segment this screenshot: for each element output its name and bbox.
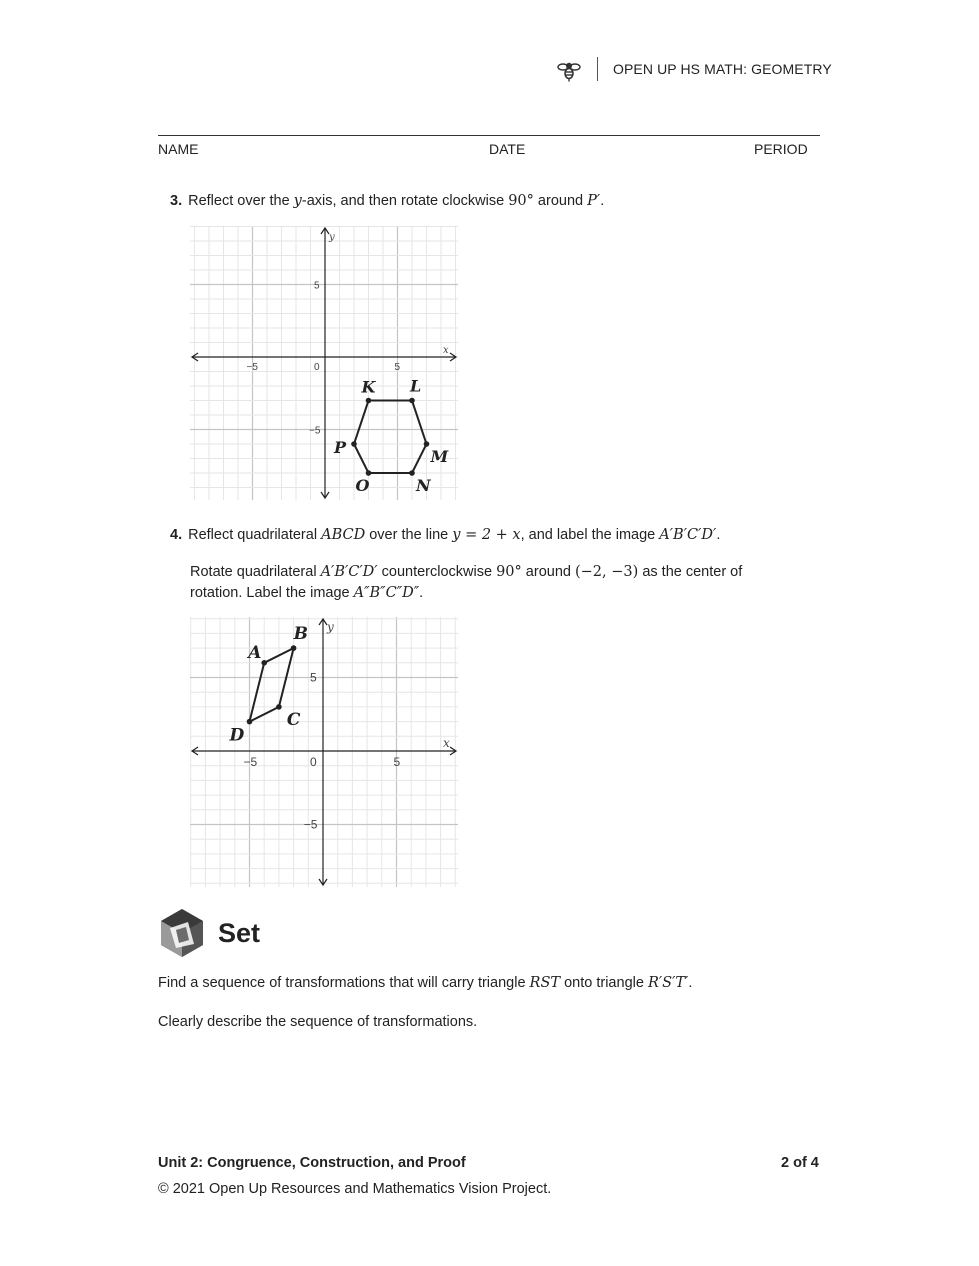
bee-logo-icon <box>556 57 582 83</box>
set-text: onto triangle <box>560 975 648 991</box>
q4-angle: 90° <box>496 564 522 580</box>
tick-label: 5 <box>393 755 401 769</box>
q3-text: -axis, and then rotate clockwise <box>301 193 509 209</box>
q3-text: around <box>533 193 588 209</box>
point-label-a: A <box>248 642 262 663</box>
set-text: Find a sequence of transformations that will carry triangle <box>158 975 530 991</box>
question-4 <box>170 525 720 546</box>
name-label: NAME <box>158 141 199 157</box>
name-rule <box>158 135 820 136</box>
vertex-l <box>409 398 415 404</box>
q4-shape: ABCD <box>321 527 366 543</box>
q3-point: P′ <box>587 193 601 209</box>
q3-text: . <box>600 193 605 209</box>
vertex-a <box>261 660 267 666</box>
point-label-p: P <box>334 438 347 457</box>
footer-unit: Unit 2: Congruence, Construction, and Proof <box>158 1155 466 1171</box>
vertex-d <box>247 719 253 725</box>
x-axis-label: x <box>443 345 449 356</box>
triangle-label: RST <box>529 975 561 991</box>
x-axis-label: x <box>443 736 450 750</box>
y-axis-label: y <box>329 232 335 243</box>
question-number: 3. <box>170 193 183 209</box>
q4-text: over the line <box>365 527 453 543</box>
q4-center: (−2, −3) <box>575 564 639 580</box>
footer-page-number: 2 of 4 <box>781 1155 819 1171</box>
point-label-d: D <box>229 725 245 746</box>
period-label: PERIOD <box>754 141 808 157</box>
tick-label: −5 <box>246 362 258 373</box>
vertex-k <box>366 398 372 404</box>
q3-angle: 90° <box>508 193 534 209</box>
q4-coordinate-grid <box>190 617 458 887</box>
point-label-o: O <box>355 476 370 495</box>
footer-copyright: © 2021 Open Up Resources and Mathematics Vision Project. <box>158 1181 552 1197</box>
set-instruction <box>158 975 692 991</box>
point-label-b: B <box>293 624 308 645</box>
q4-image-label: A″B″C″D″ <box>353 585 420 601</box>
tick-label: −5 <box>309 425 321 437</box>
hexagon-klmnop <box>354 401 427 474</box>
point-label-n: N <box>416 476 431 495</box>
question-3 <box>170 191 604 212</box>
vertex-n <box>409 470 415 476</box>
q3-coordinate-grid <box>190 226 458 500</box>
tick-label: 0 <box>310 755 317 769</box>
y-axis-label: y <box>327 620 334 634</box>
set-text: . <box>688 975 693 991</box>
point-label-l: L <box>410 376 422 396</box>
triangle-label: R′S′T′ <box>647 975 689 991</box>
vertex-p <box>351 441 357 447</box>
header-separator <box>597 57 598 81</box>
point-label-k: K <box>361 377 376 397</box>
q4-text: . <box>419 585 424 601</box>
tick-label: 5 <box>310 670 317 685</box>
point-label-m: M <box>430 447 449 466</box>
set-describe: Clearly describe the sequence of transformations. <box>158 1014 478 1030</box>
q4-text: , and label the image <box>520 527 660 543</box>
tick-label: −5 <box>303 817 318 832</box>
vertex-b <box>291 645 297 651</box>
q4-equation: y = 2 + x <box>452 527 521 543</box>
vertex-m <box>424 441 430 447</box>
tick-label: 5 <box>394 362 401 373</box>
q3-text: Reflect over the <box>188 193 294 209</box>
header-title: OPEN UP HS MATH: GEOMETRY <box>613 61 832 77</box>
q4-text: rotation. Label the image <box>190 585 354 601</box>
q4-text: counterclockwise <box>377 564 497 580</box>
tick-label: 0 <box>314 362 320 373</box>
q4-text: around <box>521 564 575 580</box>
q4-text: Rotate quadrilateral <box>190 564 321 580</box>
vertex-c <box>276 704 282 710</box>
q4-text: . <box>716 527 721 543</box>
q4-text: as the center of <box>638 564 743 580</box>
set-cube-icon <box>158 908 206 958</box>
set-title: Set <box>218 918 261 948</box>
question-number: 4. <box>170 527 183 543</box>
q4-text: Reflect quadrilateral <box>188 527 322 543</box>
q3-var: y <box>293 193 302 209</box>
q4-shape: A′B′C′D′ <box>320 564 378 580</box>
point-label-c: C <box>286 709 301 730</box>
tick-label: 5 <box>314 280 320 292</box>
vertex-o <box>366 470 372 476</box>
q4-image-label: A′B′C′D′ <box>659 527 717 543</box>
q4-rotation-text <box>190 562 742 604</box>
date-label: DATE <box>489 141 526 157</box>
tick-label: −5 <box>243 755 258 769</box>
